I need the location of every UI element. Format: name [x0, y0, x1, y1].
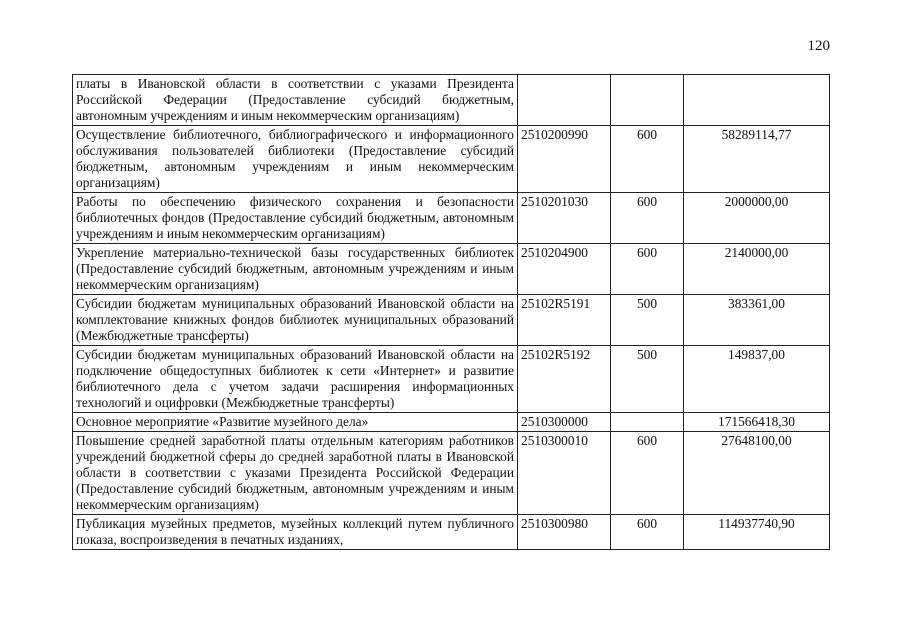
row-code: 2510300980 — [518, 515, 611, 550]
row-code: 2510300010 — [518, 432, 611, 515]
row-description: Осуществление библиотечного, библиографического и информационного обслуживания пользователей библиотеки (Предоставление субсидий бюджетным, автономным учреждениям и иным некоммерческим организациям) — [73, 126, 518, 193]
row-amount: 2000000,00 — [684, 193, 830, 244]
budget-table — [72, 74, 830, 550]
row-code — [518, 75, 611, 126]
row-code: 2510300000 — [518, 413, 611, 432]
row-amount: 2140000,00 — [684, 244, 830, 295]
row-expense-type: 600 — [611, 515, 684, 550]
table-row — [73, 295, 830, 346]
table-row — [73, 413, 830, 432]
row-amount — [684, 75, 830, 126]
table-row — [73, 126, 830, 193]
table-row — [73, 432, 830, 515]
row-code: 2510204900 — [518, 244, 611, 295]
row-description: Работы по обеспечению физического сохранения и безопасности библиотечных фондов (Предоставление субсидий бюджетным, автономным учреждениям и иным некоммерческим организациям) — [73, 193, 518, 244]
row-expense-type — [611, 413, 684, 432]
page-number: 120 — [807, 38, 830, 54]
row-description: Укрепление материально-технической базы государственных библиотек (Предоставление субсидий бюджетным, автономным учреждениям и иным некоммерческим организациям) — [73, 244, 518, 295]
table-row — [73, 515, 830, 550]
row-code: 2510200990 — [518, 126, 611, 193]
row-amount: 171566418,30 — [684, 413, 830, 432]
row-amount: 383361,00 — [684, 295, 830, 346]
table-row — [73, 244, 830, 295]
row-amount: 58289114,77 — [684, 126, 830, 193]
row-expense-type: 600 — [611, 244, 684, 295]
row-code: 2510201030 — [518, 193, 611, 244]
row-code: 25102R5191 — [518, 295, 611, 346]
row-expense-type: 500 — [611, 346, 684, 413]
row-description: Публикация музейных предметов, музейных коллекций путем публичного показа, воспроизведения в печатных изданиях, — [73, 515, 518, 550]
row-description: платы в Ивановской области в соответствии с указами Президента Российской Федерации (Предоставление субсидий бюджетным, автономным учреждениям и иным некоммерческим организациям) — [73, 75, 518, 126]
row-description: Основное мероприятие «Развитие музейного дела» — [73, 413, 518, 432]
row-amount: 149837,00 — [684, 346, 830, 413]
row-expense-type: 500 — [611, 295, 684, 346]
row-expense-type — [611, 75, 684, 126]
row-amount: 114937740,90 — [684, 515, 830, 550]
row-amount: 27648100,00 — [684, 432, 830, 515]
table-row — [73, 346, 830, 413]
row-expense-type: 600 — [611, 432, 684, 515]
row-expense-type: 600 — [611, 126, 684, 193]
row-description: Субсидии бюджетам муниципальных образований Ивановской области на комплектование книжных фондов библиотек муниципальных образований (Межбюджетные трансферты) — [73, 295, 518, 346]
row-description: Субсидии бюджетам муниципальных образований Ивановской области на подключение общедоступных библиотек к сети «Интернет» и развитие библиотечного дела с учетом задачи расширения информационных технологий и оцифровки (Межбюджетные трансферты) — [73, 346, 518, 413]
row-description: Повышение средней заработной платы отдельным категориям работников учреждений бюджетной сферы до средней заработной платы в Ивановской области в соответствии с указами Президента Российской Федерации (Предоставление субсидий бюджетным, автономным учреждениям и иным некоммерческим организациям) — [73, 432, 518, 515]
row-code: 25102R5192 — [518, 346, 611, 413]
table-row — [73, 75, 830, 126]
row-expense-type: 600 — [611, 193, 684, 244]
table-row — [73, 193, 830, 244]
